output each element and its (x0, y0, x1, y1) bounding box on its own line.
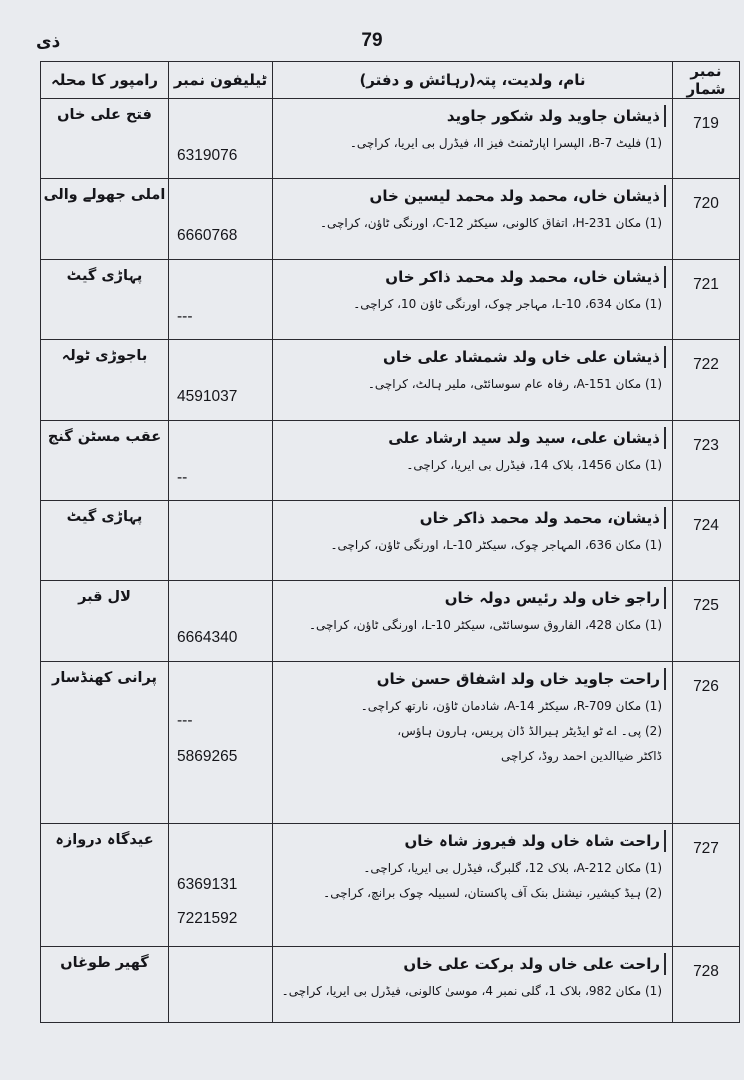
row-serial: 728 (673, 946, 740, 1022)
phone-number: 6319076 (177, 147, 238, 164)
table-row (41, 420, 740, 500)
row-phones (169, 661, 273, 823)
table-body (41, 99, 740, 1023)
table-row (41, 259, 740, 339)
row-area: پہاڑی گیٹ (41, 500, 169, 580)
row-phones (169, 823, 273, 946)
row-name: راحت علی خاں ولد برکت علی خاں (279, 953, 666, 975)
row-address: (1) مکان R-709، سیکٹر A-14، شادمان ٹاؤن، نارتھ کراچی۔ (360, 698, 662, 713)
row-serial: 723 (673, 420, 740, 500)
row-name: ذیشان علی، سید ولد سید ارشاد علی (279, 427, 666, 449)
row-name-cell (273, 340, 673, 420)
row-name: راحت شاہ خاں ولد فیروز شاہ خاں (279, 830, 666, 852)
row-name: راحت جاوید خاں ولد اشفاق حسن خاں (279, 668, 666, 690)
table-row (41, 340, 740, 420)
phone-number: 5869265 (177, 747, 238, 765)
row-area: املی جھولے والی (41, 179, 169, 259)
phone-number: --- (177, 711, 193, 729)
row-phones (169, 179, 273, 259)
row-address: (1) مکان A-212، بلاک 12، گلبرگ، فیڈرل بی ایریا، کراچی۔ (363, 860, 662, 875)
row-area: پرانی کھنڈسار (41, 661, 169, 823)
row-phones (169, 99, 273, 179)
row-name: ذیشان جاوید ولد شکور جاوید (279, 105, 666, 127)
phone-number: --- (177, 307, 193, 325)
header-serial: نمبر شمار (673, 62, 740, 99)
row-serial: 719 (673, 99, 740, 179)
registry-table (40, 61, 740, 1023)
row-name: ذیشان خاں، محمد ولد محمد لیسین خاں (279, 185, 666, 207)
header-phone: ٹیلیفون نمبر (169, 62, 273, 99)
phone-number: -- (177, 468, 188, 486)
row-name-cell (273, 500, 673, 580)
row-area: باجوڑی ٹولہ (41, 340, 169, 420)
row-address: ڈاکٹر ضیاالدین احمد روڈ، کراچی (500, 748, 662, 763)
phone-number: 7221592 (177, 909, 238, 927)
table-row (41, 823, 740, 946)
row-phones (169, 340, 273, 420)
phone-number: 6369131 (177, 875, 238, 893)
row-serial: 722 (673, 340, 740, 420)
row-phones (169, 259, 273, 339)
row-serial: 726 (673, 661, 740, 823)
header-mark: ذی (36, 32, 61, 52)
row-address: (1) مکان 636، المہاجر چوک، سیکٹر L-10، اورنگی ٹاؤن، کراچی۔ (330, 537, 662, 552)
row-name-cell (273, 823, 673, 946)
row-serial: 725 (673, 581, 740, 661)
row-serial: 727 (673, 823, 740, 946)
row-area: لال قبر (41, 581, 169, 661)
row-serial: 720 (673, 179, 740, 259)
header-row (41, 62, 740, 99)
row-area: عقب مسٹن گنج (41, 420, 169, 500)
row-serial: 724 (673, 500, 740, 580)
row-name-cell (273, 420, 673, 500)
row-address: (1) مکان 634، L-10، مہاجر چوک، اورنگی ٹاؤن 10، کراچی۔ (353, 296, 662, 311)
row-name-cell (273, 259, 673, 339)
row-name-cell (273, 946, 673, 1022)
row-name-cell (273, 661, 673, 823)
row-name: راجو خاں ولد رئیس دولہ خاں (279, 587, 666, 609)
row-phones (169, 581, 273, 661)
header-area: رامپور کا محلہ (41, 62, 169, 99)
row-address: (1) مکان 1456، بلاک 14، فیڈرل بی ایریا، کراچی۔ (406, 457, 662, 472)
row-phones (169, 946, 273, 1022)
row-phones (169, 420, 273, 500)
row-address: (1) مکان A-151، رفاہ عام سوسائٹی، ملیر ہالٹ، کراچی۔ (367, 377, 662, 392)
row-area: گھیر طوغاں (41, 946, 169, 1022)
row-name: ذیشان علی خاں ولد شمشاد علی خاں (279, 346, 666, 368)
row-address: (1) مکان 982، بلاک 1، گلی نمبر 4، موسیٰ کالونی، فیڈرل بی ایریا، کراچی۔ (281, 983, 662, 998)
row-name: ذیشان، محمد ولد محمد ذاکر خاں (279, 507, 666, 529)
row-address: (1) مکان 428، الفاروق سوسائٹی، سیکٹر L-10، اورنگی ٹاؤن، کراچی۔ (308, 618, 662, 633)
row-address: (2) ہیڈ کیشیر، نیشنل بنک آف پاکستان، لسبیلہ چوک برانچ، کراچی۔ (323, 885, 662, 900)
row-name-cell (273, 581, 673, 661)
phone-number: 4591037 (177, 388, 238, 406)
page-number: 79 (361, 30, 383, 51)
row-name: ذیشان خاں، محمد ولد محمد ذاکر خاں (279, 266, 666, 288)
table-row (41, 946, 740, 1022)
table-row (41, 661, 740, 823)
row-address: (2) پی۔ اے ٹو ایڈیٹر ہیرالڈ ڈان پریس، ہارون ہاؤس، (397, 723, 662, 738)
row-phones (169, 500, 273, 580)
phone-number: 6660768 (177, 227, 238, 245)
table-row (41, 581, 740, 661)
row-area: فتح علی خاں (41, 99, 169, 179)
table-row (41, 179, 740, 259)
row-area: پہاڑی گیٹ (41, 259, 169, 339)
row-serial: 721 (673, 259, 740, 339)
table-row (41, 99, 740, 179)
header-name: نام، ولدیت، پتہ(رہائش و دفتر) (273, 62, 673, 99)
row-name-cell (273, 179, 673, 259)
row-address: (1) مکان H-231، اتفاق کالونی، سیکٹر C-12، اورنگی ٹاؤن، کراچی۔ (319, 216, 662, 231)
phone-number: 6664340 (177, 629, 238, 647)
row-area: عیدگاہ دروازہ (41, 823, 169, 946)
row-address: (1) فلیٹ B-7، الپسرا اپارٹمنٹ فیز II، فیڈرل بی ایریا، کراچی۔ (349, 136, 662, 150)
table-row (41, 500, 740, 580)
row-name-cell (273, 99, 673, 179)
